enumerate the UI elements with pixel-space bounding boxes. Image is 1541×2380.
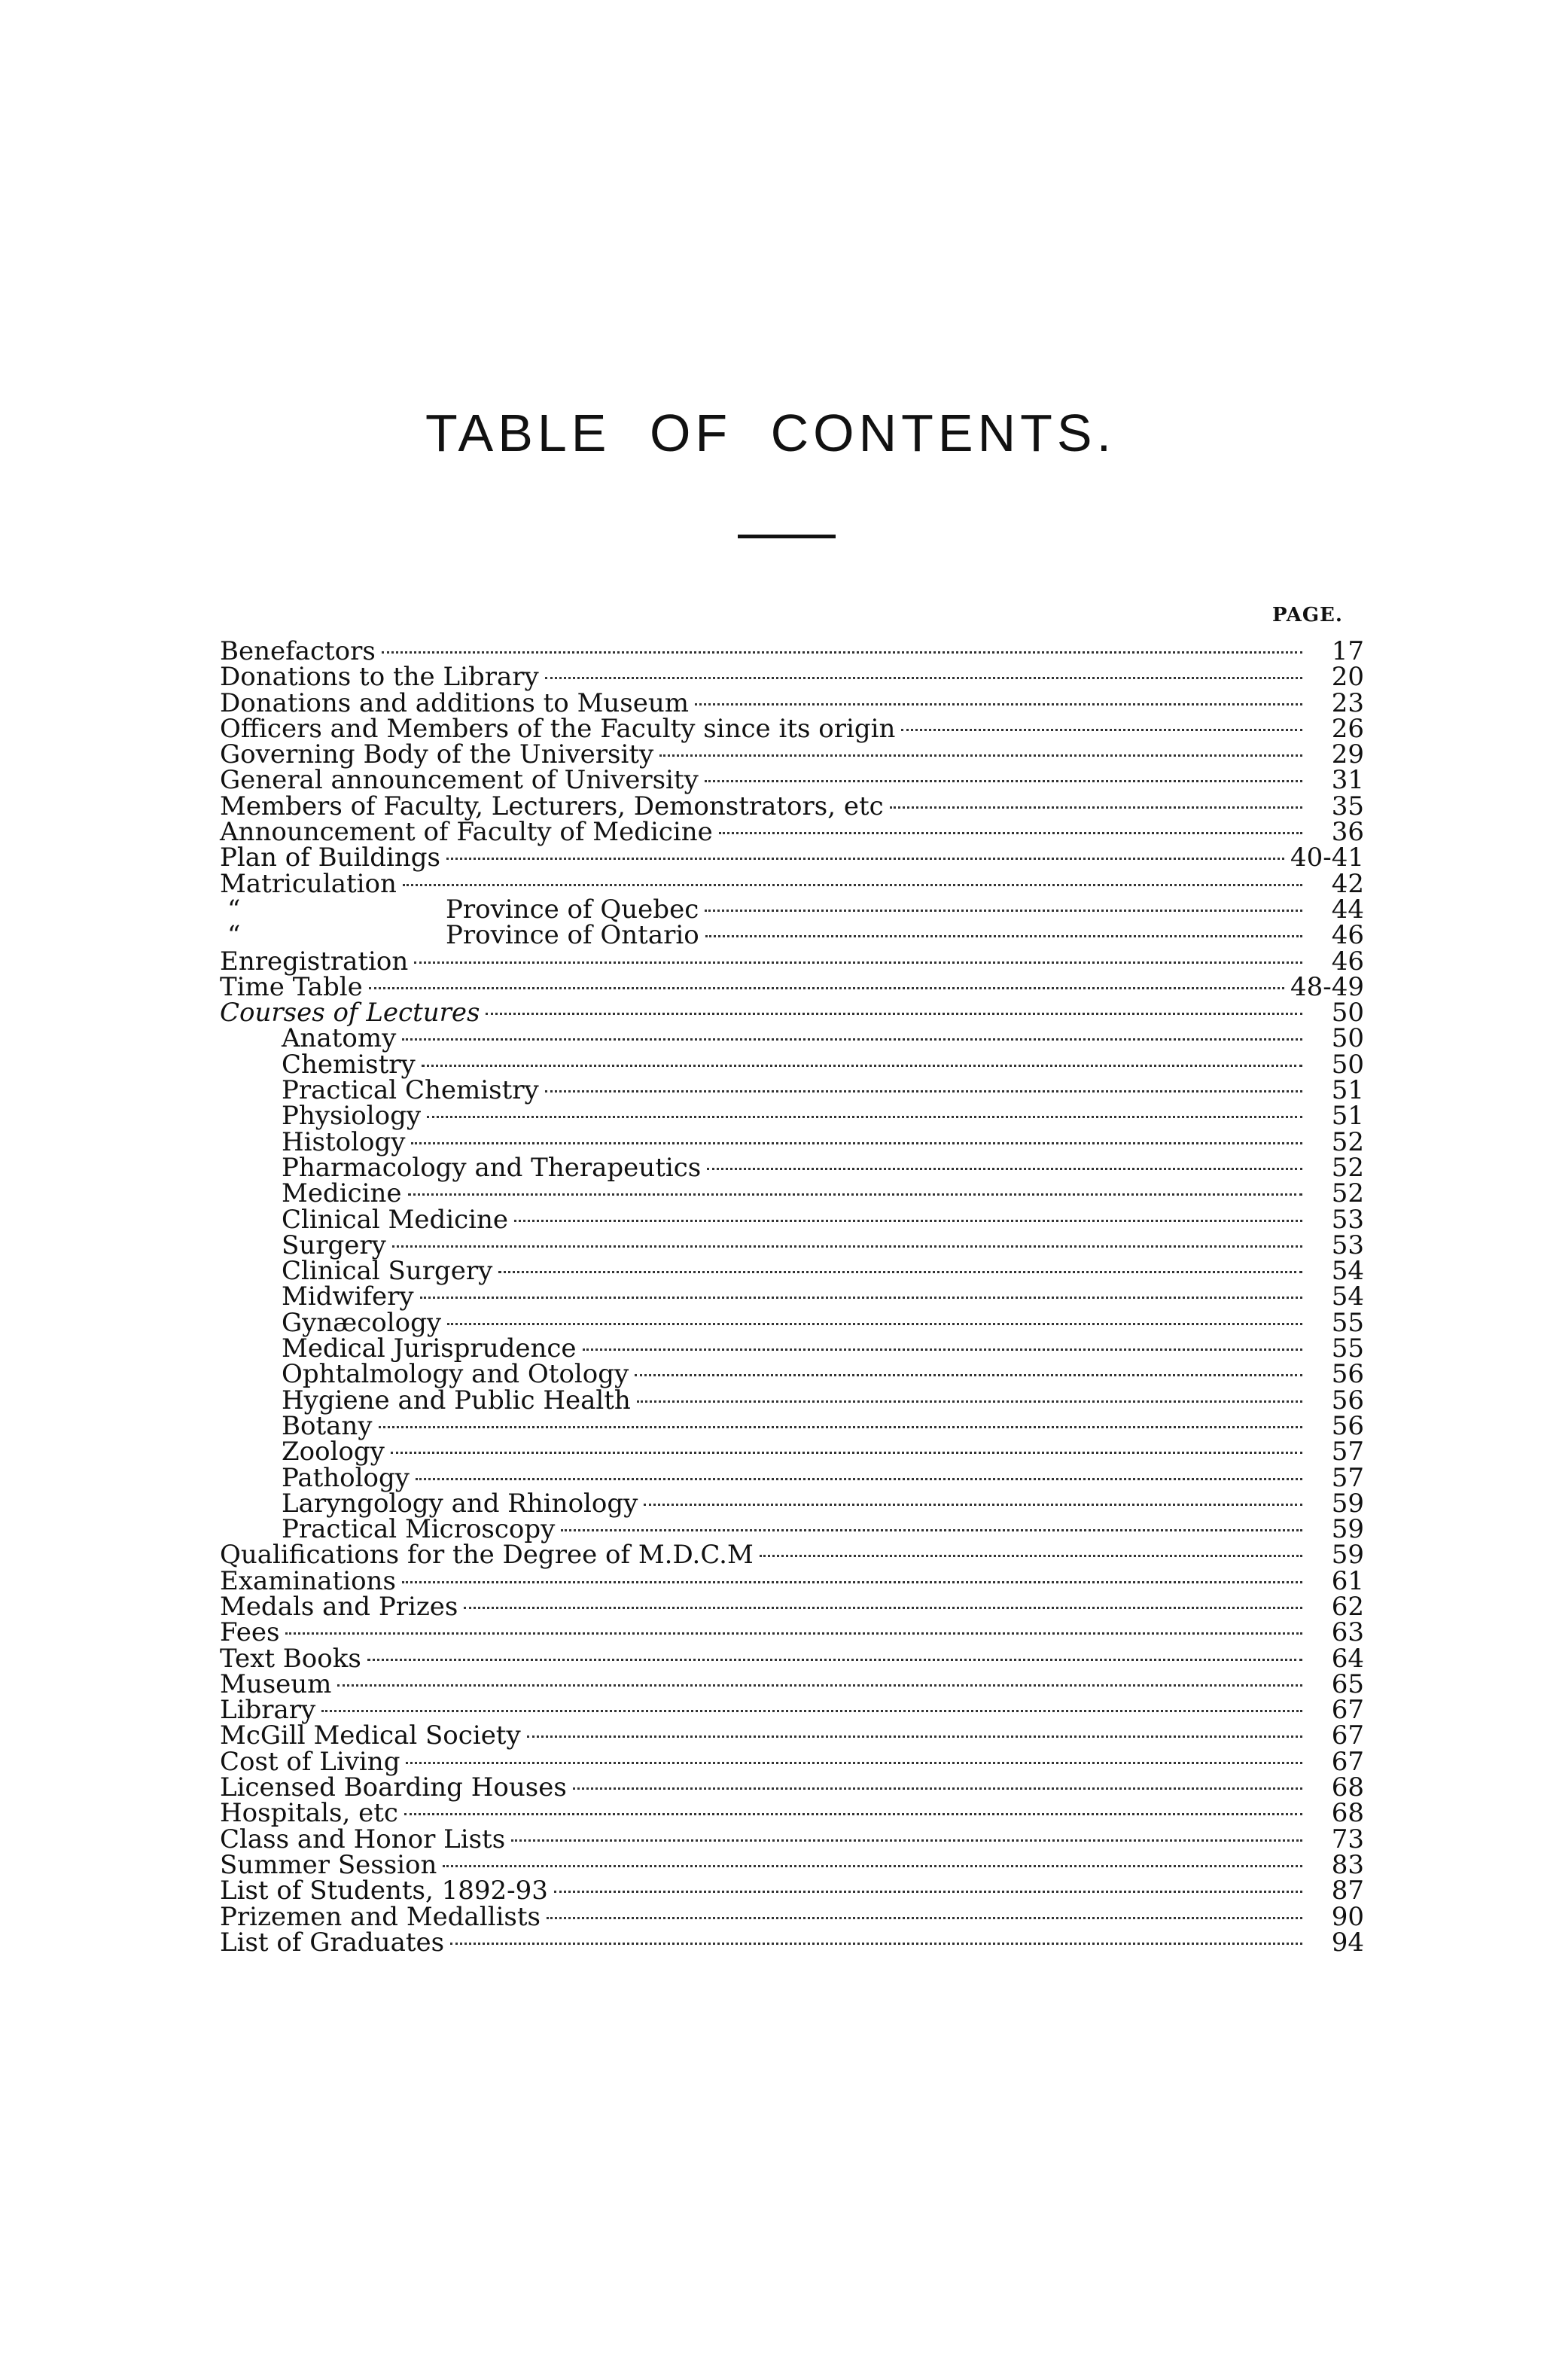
toc-entry-page: 56 (1331, 1410, 1364, 1441)
toc-entry-label: Class and Honor Lists (220, 1824, 506, 1854)
toc-entry-label: Gynæcology (282, 1307, 442, 1338)
toc-entry (220, 1101, 1364, 1132)
toc-entry-label: McGill Medical Society (220, 1720, 521, 1751)
dot-leader (403, 884, 1302, 886)
toc-entry-label: Cost of Living (220, 1746, 400, 1777)
toc-entry-page: 31 (1331, 765, 1364, 796)
dot-leader (547, 1917, 1302, 1919)
toc-entry-page: 53 (1331, 1204, 1364, 1235)
dot-leader (382, 651, 1302, 654)
dot-leader (420, 1297, 1302, 1299)
ditto-mark: “ (227, 920, 241, 951)
toc-entry-page: 54 (1331, 1256, 1364, 1287)
toc-entry-label: Prizemen and Medallists (220, 1901, 541, 1932)
toc-entry-label: Donations and additions to Museum (220, 687, 689, 718)
toc-entry-label: Library (220, 1695, 316, 1726)
dot-leader (422, 1065, 1302, 1067)
dot-leader (321, 1710, 1302, 1712)
toc-entry-label: Province of Ontario (446, 920, 699, 951)
dot-leader (514, 1220, 1302, 1222)
toc-entry (220, 1514, 1364, 1545)
toc-entry (220, 1746, 1364, 1777)
dot-leader (635, 1374, 1302, 1376)
toc-entry-label: Ophtalmology and Otology (282, 1359, 629, 1390)
toc-entry (220, 1204, 1364, 1235)
dot-leader (637, 1400, 1302, 1403)
dot-leader (379, 1426, 1303, 1428)
toc-entry (220, 1462, 1364, 1493)
toc-entry-label: Enregistration (220, 946, 409, 977)
toc-entry-label: Surgery (282, 1230, 386, 1260)
toc-entry-page: 61 (1331, 1565, 1364, 1596)
toc-entry-label: Qualifications for the Degree of M.D.C.M (220, 1540, 754, 1571)
toc-entry (220, 817, 1364, 848)
toc-entry (220, 946, 1364, 977)
toc-entry-label: Practical Microscopy (282, 1514, 556, 1545)
toc-entry (220, 920, 1364, 951)
toc-entry (220, 1385, 1364, 1416)
dot-leader (545, 1090, 1302, 1092)
toc-entry-page: 59 (1331, 1488, 1364, 1519)
toc-entry-label: Province of Quebec (446, 894, 699, 925)
toc-entry (220, 1901, 1364, 1932)
toc-entry-page: 26 (1331, 713, 1364, 744)
dot-leader (369, 987, 1284, 989)
dot-leader (391, 1452, 1302, 1454)
toc-entry (220, 1540, 1364, 1571)
table-of-contents (220, 636, 1364, 1958)
toc-entry (220, 1075, 1364, 1106)
toc-entry-label: Announcement of Faculty of Medicine (220, 817, 713, 848)
toc-entry-label: Time Table (220, 971, 363, 1002)
toc-entry-label: Laryngology and Rhinology (282, 1488, 638, 1519)
dot-leader (705, 935, 1302, 937)
toc-entry (220, 1720, 1364, 1751)
toc-entry-page: 51 (1331, 1101, 1364, 1132)
dot-leader (416, 1478, 1302, 1480)
toc-entry-page: 68 (1331, 1772, 1364, 1803)
toc-entry-page: 64 (1331, 1643, 1364, 1674)
toc-entry-page: 90 (1331, 1901, 1364, 1932)
toc-entry (220, 1178, 1364, 1209)
dot-leader (760, 1555, 1302, 1557)
toc-entry (220, 765, 1364, 796)
dot-leader (367, 1659, 1302, 1661)
toc-entry-label: Licensed Boarding Houses (220, 1772, 567, 1803)
toc-entry-label: Officers and Members of the Faculty since its origin (220, 713, 896, 744)
dot-leader (554, 1891, 1302, 1893)
toc-entry-page: 53 (1331, 1230, 1364, 1260)
dot-leader (285, 1632, 1302, 1635)
dot-leader (705, 780, 1302, 782)
toc-entry (220, 998, 1364, 1028)
toc-entry-label: Pharmacology and Therapeutics (282, 1152, 702, 1183)
dot-leader (411, 1142, 1302, 1144)
toc-entry (220, 1256, 1364, 1287)
toc-entry (220, 1668, 1364, 1699)
toc-entry (220, 687, 1364, 718)
toc-entry-page: 65 (1331, 1668, 1364, 1699)
toc-entry-label: List of Students, 1892-93 (220, 1876, 548, 1906)
dot-leader (583, 1348, 1302, 1351)
dot-leader (404, 1813, 1302, 1815)
toc-entry (220, 1695, 1364, 1726)
dot-leader (427, 1116, 1302, 1118)
toc-entry-label: Museum (220, 1668, 332, 1699)
dot-leader (644, 1504, 1302, 1506)
toc-entry-page: 67 (1331, 1746, 1364, 1777)
toc-entry-page: 56 (1331, 1385, 1364, 1416)
toc-entry (220, 1643, 1364, 1674)
dot-leader (659, 754, 1302, 757)
toc-entry-label: Hygiene and Public Health (282, 1385, 631, 1416)
toc-entry-page: 46 (1331, 946, 1364, 977)
toc-entry-page: 40-41 (1290, 843, 1364, 873)
toc-entry-page: 20 (1331, 662, 1364, 693)
toc-entry (220, 739, 1364, 770)
toc-entry-label: Fees (220, 1617, 280, 1648)
toc-entry-page: 94 (1331, 1927, 1364, 1958)
toc-entry (220, 1410, 1364, 1441)
toc-entry (220, 1437, 1364, 1467)
toc-entry (220, 791, 1364, 821)
toc-entry (220, 1876, 1364, 1906)
toc-entry-page: 68 (1331, 1798, 1364, 1829)
dot-leader (707, 1168, 1302, 1170)
page-title: TABLE OF CONTENTS. (425, 403, 1116, 462)
toc-entry-page: 54 (1331, 1281, 1364, 1312)
toc-entry-page: 56 (1331, 1359, 1364, 1390)
toc-entry-label: Matriculation (220, 868, 397, 899)
toc-entry-label: Examinations (220, 1565, 396, 1596)
toc-entry (220, 1591, 1364, 1622)
dot-leader (392, 1245, 1302, 1248)
dot-leader (443, 1865, 1302, 1867)
toc-entry-page: 50 (1331, 1049, 1364, 1080)
dot-leader (561, 1529, 1302, 1531)
dot-leader (573, 1787, 1302, 1790)
toc-entry-label: Donations to the Library (220, 662, 539, 693)
toc-entry (220, 1307, 1364, 1338)
dot-leader (890, 806, 1302, 809)
toc-entry-label: Botany (282, 1410, 373, 1441)
toc-entry-page: 51 (1331, 1075, 1364, 1106)
toc-entry-page: 50 (1331, 1023, 1364, 1054)
dot-leader (408, 1193, 1302, 1196)
toc-entry-page: 62 (1331, 1591, 1364, 1622)
dot-leader (486, 1013, 1302, 1015)
dot-leader (464, 1607, 1302, 1609)
toc-entry-page: 52 (1331, 1126, 1364, 1157)
toc-entry (220, 1849, 1364, 1880)
dot-leader (511, 1839, 1302, 1842)
toc-entry-page: 55 (1331, 1333, 1364, 1364)
toc-entry (220, 1488, 1364, 1519)
dot-leader (901, 729, 1302, 731)
toc-entry (220, 894, 1364, 925)
toc-entry-label: Text Books (220, 1643, 361, 1674)
page-column-header: PAGE. (1272, 604, 1343, 626)
toc-entry-label: Hospitals, etc (220, 1798, 398, 1829)
toc-entry-label: Anatomy (282, 1023, 397, 1054)
toc-entry-page: 59 (1331, 1514, 1364, 1545)
toc-entry-label: Summer Session (220, 1849, 437, 1880)
dot-leader (450, 1943, 1302, 1945)
dot-leader (402, 1038, 1302, 1041)
toc-entry-page: 23 (1331, 687, 1364, 718)
toc-entry-page: 73 (1331, 1824, 1364, 1854)
toc-entry-label: Members of Faculty, Lecturers, Demonstrators, etc (220, 791, 884, 821)
toc-entry-page: 29 (1331, 739, 1364, 770)
ditto-mark: “ (227, 894, 241, 925)
toc-entry-label: Pathology (282, 1462, 410, 1493)
toc-entry (220, 1772, 1364, 1803)
toc-entry (220, 1281, 1364, 1312)
dot-leader (447, 1323, 1302, 1325)
dot-leader (402, 1581, 1302, 1583)
toc-entry-label: Governing Body of the University (220, 739, 654, 770)
toc-entry-page: 46 (1331, 920, 1364, 951)
toc-entry-page: 35 (1331, 791, 1364, 821)
title-rule (738, 535, 836, 538)
dot-leader (545, 677, 1302, 679)
toc-entry (220, 713, 1364, 744)
dot-leader (695, 703, 1302, 705)
toc-entry-page: 48-49 (1290, 971, 1364, 1002)
dot-leader (337, 1684, 1302, 1687)
toc-entry-page: 63 (1331, 1617, 1364, 1648)
toc-entry-label: Clinical Medicine (282, 1204, 509, 1235)
toc-entry (220, 1565, 1364, 1596)
toc-entry-page: 67 (1331, 1695, 1364, 1726)
toc-entry-page: 42 (1331, 868, 1364, 899)
toc-entry-page: 55 (1331, 1307, 1364, 1338)
toc-entry (220, 662, 1364, 693)
toc-entry (220, 1927, 1364, 1958)
toc-entry-label: Chemistry (282, 1049, 416, 1080)
toc-entry (220, 1049, 1364, 1080)
toc-entry-page: 52 (1331, 1178, 1364, 1209)
toc-entry (220, 868, 1364, 899)
toc-entry-page: 59 (1331, 1540, 1364, 1571)
toc-entry-label: General announcement of University (220, 765, 699, 796)
toc-entry (220, 971, 1364, 1002)
toc-entry (220, 1824, 1364, 1854)
toc-entry (220, 843, 1364, 873)
dot-leader (527, 1735, 1302, 1738)
toc-entry-page: 52 (1331, 1152, 1364, 1183)
toc-entry (220, 1798, 1364, 1829)
toc-entry (220, 638, 1364, 664)
toc-entry-label: Plan of Buildings (220, 843, 440, 873)
toc-entry (220, 1333, 1364, 1364)
toc-entry-page: 50 (1331, 998, 1364, 1028)
toc-entry (220, 1152, 1364, 1183)
toc-entry (220, 1359, 1364, 1390)
dot-leader (414, 961, 1302, 964)
toc-entry-page: 57 (1331, 1462, 1364, 1493)
dot-leader (719, 832, 1302, 834)
toc-entry (220, 1126, 1364, 1157)
dot-leader (446, 858, 1284, 860)
toc-entry-page: 36 (1331, 817, 1364, 848)
toc-entry-label: Histology (282, 1126, 406, 1157)
toc-entry-page: 57 (1331, 1437, 1364, 1467)
toc-entry-label: Benefactors (220, 636, 376, 666)
toc-entry-label: Clinical Surgery (282, 1256, 493, 1287)
dot-leader (705, 910, 1302, 912)
toc-entry (220, 1230, 1364, 1260)
toc-entry-label: Courses of Lectures (220, 998, 480, 1028)
toc-entry-label: Medical Jurisprudence (282, 1333, 577, 1364)
toc-entry-page: 83 (1331, 1849, 1364, 1880)
dot-leader (498, 1271, 1302, 1273)
toc-entry-label: Midwifery (282, 1281, 414, 1312)
toc-entry-page: 87 (1331, 1876, 1364, 1906)
toc-entry-label: List of Graduates (220, 1927, 445, 1958)
toc-entry-label: Medals and Prizes (220, 1591, 458, 1622)
toc-entry-label: Physiology (282, 1101, 422, 1132)
toc-entry-page: 67 (1331, 1720, 1364, 1751)
toc-entry-page: 17 (1331, 636, 1364, 666)
toc-entry-label: Practical Chemistry (282, 1075, 539, 1106)
toc-entry (220, 1617, 1364, 1648)
toc-entry-page: 44 (1331, 894, 1364, 925)
dot-leader (406, 1762, 1302, 1764)
toc-entry-label: Medicine (282, 1178, 402, 1209)
toc-entry (220, 1023, 1364, 1054)
toc-entry-label: Zoology (282, 1437, 385, 1467)
